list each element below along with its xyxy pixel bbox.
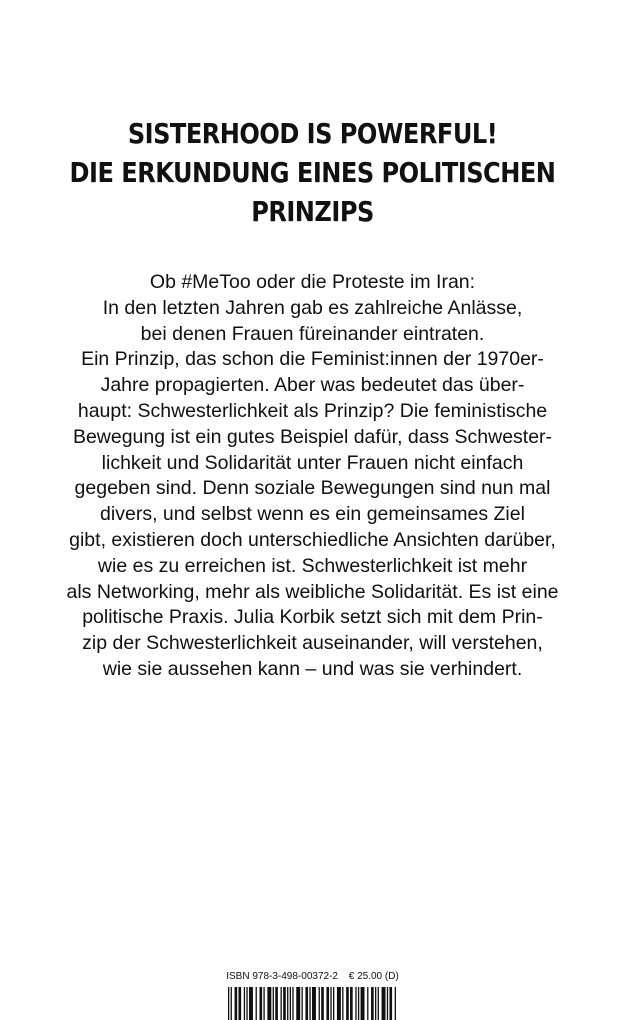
price-label: € 25.00 (D) (348, 971, 399, 982)
barcode-bar (387, 987, 388, 1020)
barcode-bar (330, 987, 331, 1020)
blurb-line: Ein Prinzip, das schon die Feminist:innen der 1970er- (81, 348, 544, 371)
barcode-bar (305, 987, 308, 1020)
headline-line-3: PRINZIPS (251, 195, 374, 228)
barcode-bar (260, 987, 263, 1020)
headline-line-1: SISTERHOOD IS POWERFUL! (127, 117, 498, 150)
barcode-bar (246, 987, 247, 1020)
barcode-bar (321, 987, 324, 1020)
barcode-bar (283, 987, 286, 1020)
barcode-bar (287, 987, 288, 1020)
barcode-bar (263, 987, 264, 1020)
blurb-line: Jahre propagierten. Aber was bedeutet das über- (100, 374, 525, 397)
barcode-bar (292, 987, 293, 1020)
barcode-bar (346, 987, 349, 1020)
barcode-bar (239, 987, 242, 1020)
blurb-line: wie sie aussehen kann – und was sie verhindert. (102, 657, 523, 680)
headline-line-2: DIE ERKUNDUNG EINES POLITISCHEN (69, 156, 556, 189)
blurb-line: wie es zu erreichen ist. Schwesterlichkeit ist mehr (97, 554, 528, 577)
barcode-bar (249, 987, 253, 1020)
barcode-bar (275, 987, 278, 1020)
blurb-line: bei denen Frauen füreinander eintraten. (140, 322, 485, 345)
barcode-bar (358, 987, 359, 1020)
blurb-text (0, 270, 625, 683)
blurb-line: als Networking, mehr als weibliche Solidarität. Es ist eine (66, 580, 559, 603)
barcode-bar (267, 987, 271, 1020)
blurb-line: In den letzten Jahren gab es zahlreiche Anlässe, (102, 296, 523, 319)
barcode-bar (371, 987, 374, 1020)
barcode-bar (342, 987, 343, 1020)
barcode-bar (235, 987, 238, 1020)
barcode-bar (367, 987, 368, 1020)
barcode-bar (326, 987, 329, 1020)
blurb-line: lichkeit und Solidarität unter Frauen nicht einfach (101, 451, 524, 474)
barcode-bar (382, 987, 386, 1020)
barcode-bar (309, 987, 310, 1020)
barcode-bar (228, 987, 229, 1020)
barcode-bar (333, 987, 334, 1020)
blurb-line: Ob #MeToo oder die Proteste im Iran: (149, 271, 476, 293)
barcode-bar (355, 987, 356, 1020)
barcode-bar (244, 987, 245, 1020)
blurb-line: divers, und selbst wenn es ein gemeinsames Ziel (100, 503, 525, 526)
blurb-line: gibt, existieren doch unterschiedliche Ansichten darüber, (69, 528, 556, 551)
isbn-number: ISBN 978-3-498-00372-2 (226, 971, 338, 982)
blurb-line: haupt: Schwesterlichkeit als Prinzip? Die feministische (77, 399, 548, 422)
barcode-bar (395, 987, 396, 1020)
barcode-bar (273, 987, 274, 1020)
barcode-bar (350, 987, 353, 1020)
barcode-bar (319, 987, 320, 1020)
barcode-bar (378, 987, 379, 1020)
barcode (228, 987, 396, 1020)
barcode-bar (302, 987, 303, 1020)
barcode-bar (361, 987, 365, 1020)
barcode-bar (281, 987, 282, 1020)
barcode-bar (296, 987, 300, 1020)
blurb-line: politische Praxis. Julia Korbik setzt sich mit dem Prin- (82, 606, 543, 629)
barcode-bar (256, 987, 257, 1020)
barcode-bar (375, 987, 376, 1020)
blurb-line: zip der Schwesterlichkeit auseinander, will verstehen, (82, 632, 543, 655)
barcode-bar (389, 987, 392, 1020)
barcode-bar (312, 987, 316, 1020)
barcode-bar (337, 987, 341, 1020)
blurb-line: gegeben sind. Denn soziale Bewegungen sind nun mal (74, 477, 551, 500)
barcode-bar (290, 987, 291, 1020)
headline (44, 114, 582, 231)
isbn-price-line (0, 970, 625, 984)
barcode-bar (231, 987, 232, 1020)
blurb-line: Bewegung ist ein gutes Beispiel dafür, dass Schwester- (72, 425, 553, 448)
